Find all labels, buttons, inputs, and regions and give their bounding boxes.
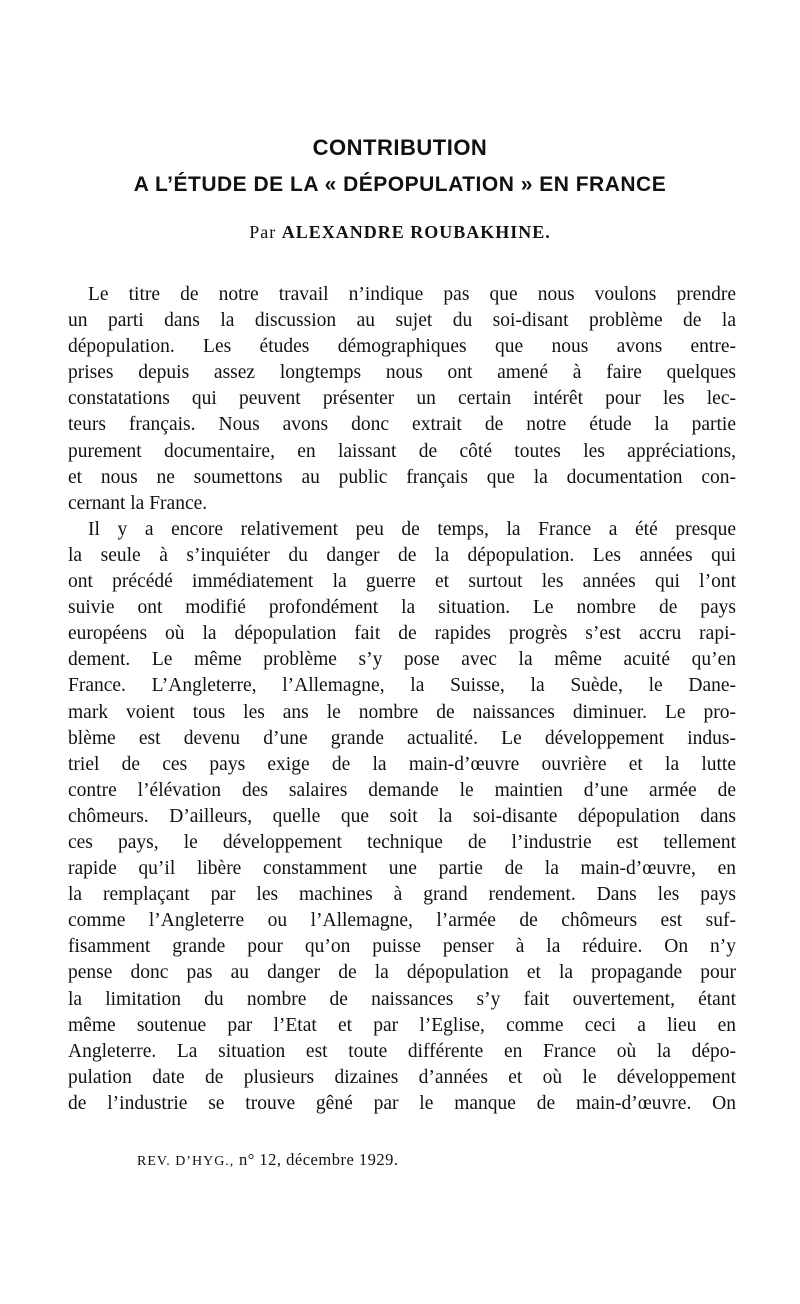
issue-info: n° 12, décembre 1929. <box>238 1150 399 1169</box>
body-line: triel de ces pays exige de la main-d’œuvre ouvrière et la lutte <box>68 753 736 775</box>
body-line: dépopulation. Les études démographiques que nous avons entre- <box>68 336 736 358</box>
body-line: suivie ont modifié profondément la situation. Le nombre de pays <box>68 597 736 619</box>
article-title-line1: CONTRIBUTION <box>312 135 488 160</box>
body-line: fisamment grande pour qu’on puisse penser à la réduire. On n’y <box>68 936 736 958</box>
body-line: la remplaçant par les machines à grand rendement. Dans les pays <box>68 884 736 906</box>
body-line: européens où la dépopulation fait de rapides progrès s’est accru rapi- <box>68 623 736 645</box>
body-line: Il y a encore relativement peu de temps, la France a été presque <box>88 518 736 540</box>
journal-abbrev: REV. D’HYG., <box>137 1154 235 1169</box>
body-line: contre l’élévation des salaires demande le maintien d’une armée de <box>68 779 736 801</box>
body-line: ces pays, le développement technique de l’industrie est tellement <box>68 831 736 853</box>
body-line: de l’industrie se trouve gêné par le manque de main-d’œuvre. On <box>68 1092 736 1114</box>
body-line: ont précédé immédiatement la guerre et surtout les années qui l’ont <box>68 571 736 593</box>
body-line: un parti dans la discussion au sujet du soi-disant problème de la <box>68 310 736 332</box>
body-line: pense donc pas au danger de la dépopulation et la propagande pour <box>68 962 736 984</box>
body-line: comme l’Angleterre ou l’Allemagne, l’armée de chômeurs est suf- <box>68 910 736 932</box>
body-line: chômeurs. D’ailleurs, quelle que soit la soi-disante dépopulation dans <box>68 805 736 827</box>
body-line: constatations qui peuvent présenter un certain intérêt pour les lec- <box>68 388 736 410</box>
byline-prefix: Par <box>249 222 277 242</box>
body-line: et nous ne soumettons au public français que la documentation con- <box>68 466 736 488</box>
article-title-line2: A L’ÉTUDE DE LA « DÉPOPULATION » EN FRANCE <box>133 173 667 196</box>
body-line: France. L’Angleterre, l’Allemagne, la Suisse, la Suède, le Dane- <box>68 675 736 697</box>
body-line: purement documentaire, en laissant de côté toutes les appréciations, <box>68 440 736 462</box>
article-body <box>68 282 736 1117</box>
body-line: blème est devenu d’une grande actualité. Le développement indus- <box>68 727 736 749</box>
page-footer <box>137 1150 399 1170</box>
body-line: même soutenue par l’Etat et par l’Eglise, comme ceci a lieu en <box>68 1014 736 1036</box>
body-line: Le titre de notre travail n’indique pas que nous voulons prendre <box>88 284 736 305</box>
body-line: pulation date de plusieurs dizaines d’années et où le développement <box>68 1066 736 1088</box>
body-line: cernant la France. <box>68 492 208 514</box>
byline <box>0 222 800 243</box>
body-line: Angleterre. La situation est toute différente en France où la dépo- <box>68 1040 736 1062</box>
body-line: la seule à s’inquiéter du danger de la dépopulation. Les années qui <box>68 544 736 566</box>
body-line: rapide qu’il libère constamment une partie de la main-d’œuvre, en <box>68 858 736 880</box>
body-line: prises depuis assez longtemps nous ont amené à faire quelques <box>68 362 736 384</box>
body-line: dement. Le même problème s’y pose avec la même acuité qu’en <box>68 649 736 671</box>
author-name: ALEXANDRE ROUBAKHINE. <box>281 222 551 242</box>
body-line: la limitation du nombre de naissances s’y fait ouvertement, étant <box>68 988 736 1010</box>
body-line: mark voient tous les ans le nombre de naissances diminuer. Le pro- <box>68 701 736 723</box>
body-line: teurs français. Nous avons donc extrait de notre étude la partie <box>68 414 736 436</box>
